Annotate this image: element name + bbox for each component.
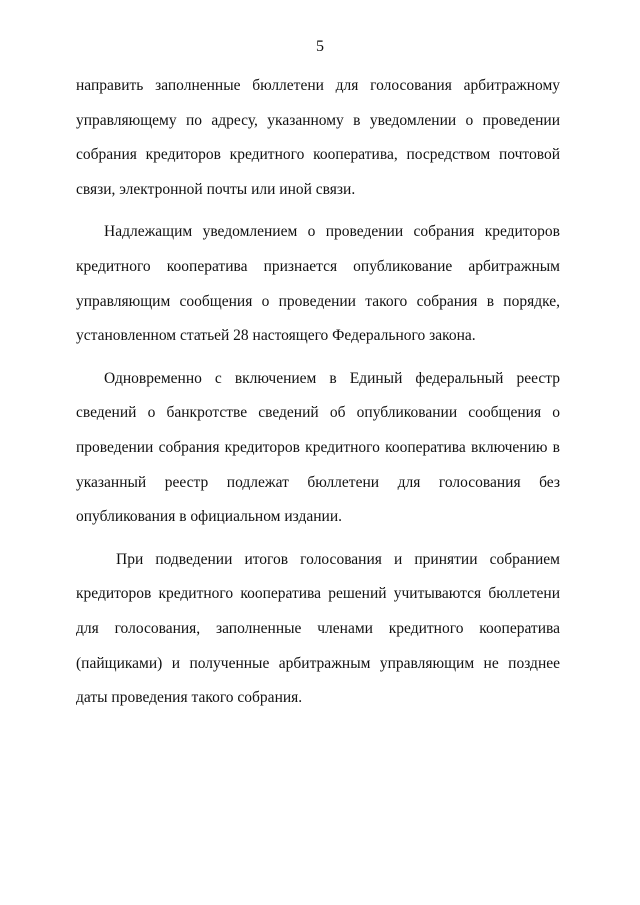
paragraph-notification: Надлежащим уведомлением о проведении собрания кредиторов кредитного кооператива признается опубликование арбитражным управляющим сообщения о проведении такого собрания в порядке, установленном статьей 28 настоящего Федерального закона. [76,223,560,345]
page-number: 5 [316,38,324,55]
paragraph-gap [76,354,560,362]
document-body [76,69,560,716]
paragraph-continuation: направить заполненные бюллетени для голосования арбитражному управляющему по адресу, указанному в уведомлении о проведении собрания кредиторов кредитного кооператива, посредством почтовой связи, электронной почты или иной связи. [76,77,560,198]
paragraph-registry: Одновременно с включением в Единый федеральный реестр сведений о банкротстве сведений об опубликовании сообщения о проведении собрания кредиторов кредитного кооператива включению в указанный реестр подлежат бюллетени для голосования без опубликования в официальном издании. [76,369,560,526]
paragraph-voting-results: При подведении итогов голосования и принятии собранием кредиторов кредитного кооператива решений учитываются бюллетени для голосования, заполненные членами кредитного кооператива (пайщиками) и полученные арбитражным управляющим не позднее даты проведения такого собрания. [76,550,560,707]
paragraph-gap [76,535,560,543]
paragraph-gap [76,207,560,215]
